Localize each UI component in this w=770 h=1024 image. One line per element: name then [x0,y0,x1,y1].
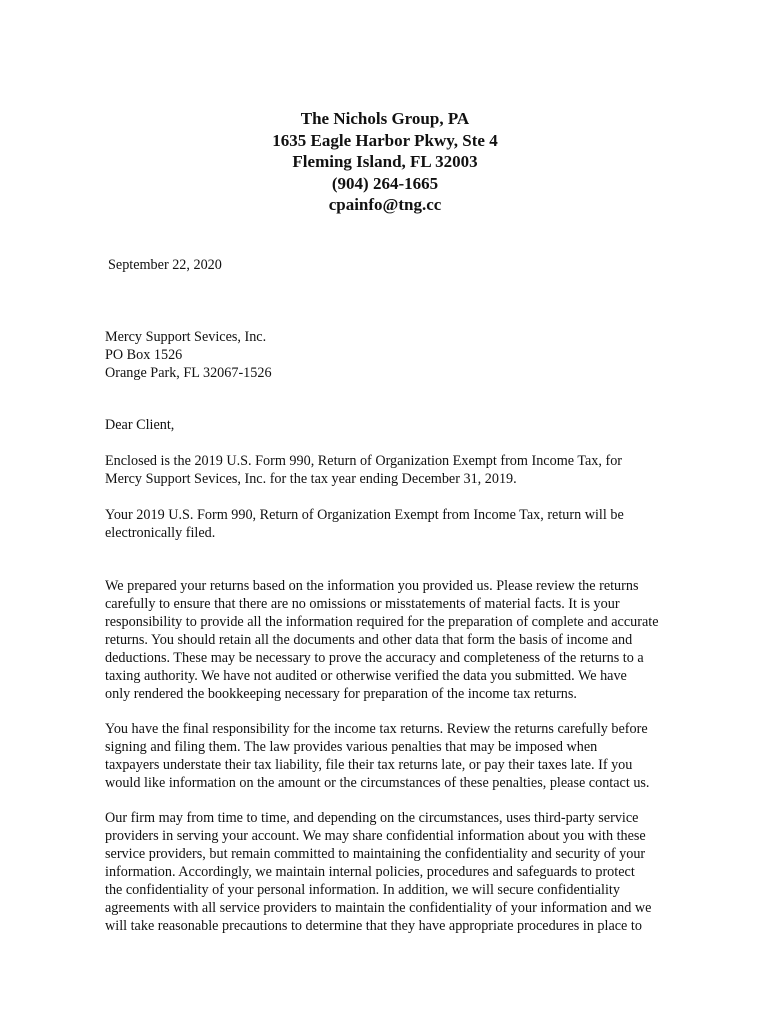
paragraph-third-party [105,809,705,935]
paragraph-line: responsibility to provide all the information required for the preparation of complete and accurate [105,614,659,630]
paragraph-line: only rendered the bookkeeping necessary for preparation of the income tax returns. [105,686,577,702]
company-name: The Nichols Group, PA [300,109,470,128]
paragraph-line: service providers, but remain committed to maintaining the confidentiality and security of your [105,846,646,862]
paragraph-line: taxing authority. We have not audited or otherwise verified the data you submitted. We have [105,668,627,684]
company-phone: (904) 264-1665 [331,173,439,193]
recipient-address [105,328,705,382]
paragraph-efile [105,506,705,542]
paragraph-line: Your 2019 U.S. Form 990, Return of Organization Exempt from Income Tax, return will be [105,507,624,523]
paragraph-line: carefully to ensure that there are no omissions or misstatements of material facts. It is your [105,596,620,612]
paragraph-line: would like information on the amount or the circumstances of these penalties, please contact us. [105,775,650,791]
paragraph-line: will take reasonable precautions to determine that they have appropriate procedures in place to [105,918,642,934]
letterhead [0,108,770,216]
recipient-address-line1: PO Box 1526 [105,347,183,363]
paragraph-line: returns. You should retain all the documents and other data that form the basis of income and [105,632,633,648]
paragraph-line: Enclosed is the 2019 U.S. Form 990, Return of Organization Exempt from Income Tax, for [105,453,623,469]
paragraph-responsibility [105,720,705,792]
paragraph-line: signing and filing them. The law provides various penalties that may be imposed when [105,739,598,755]
paragraph-line: deductions. These may be necessary to prove the accuracy and completeness of the returns to a [105,650,644,666]
paragraph-line: taxpayers understate their tax liability, file their tax returns late, or pay their taxes late. If you [105,757,633,773]
paragraph-line: We prepared your returns based on the information you provided us. Please review the returns [105,578,639,594]
recipient-name: Mercy Support Sevices, Inc. [105,329,267,345]
paragraph-line: information. Accordingly, we maintain internal policies, procedures and safeguards to protect [105,864,635,880]
paragraph-line: agreements with all service providers to maintain the confidentiality of your information and we [105,900,652,916]
company-street: 1635 Eagle Harbor Pkwy, Ste 4 [272,130,498,150]
paragraph-preparation [105,577,705,703]
letter-date: September 22, 2020 [108,257,222,273]
paragraph-line: Our firm may from time to time, and depending on the circumstances, uses third-party service [105,810,639,826]
paragraph-line: the confidentiality of your personal information. In addition, we will secure confidentiality [105,882,620,898]
company-email: cpainfo@tng.cc [328,195,442,214]
paragraph-line: providers in serving your account. We may share confidential information about you with these [105,828,646,844]
recipient-address-line2: Orange Park, FL 32067-1526 [105,365,272,381]
paragraph-line: You have the final responsibility for the income tax returns. Review the returns carefully before [105,721,648,737]
paragraph-line: electronically filed. [105,525,216,541]
salutation: Dear Client, [105,417,175,433]
paragraph-enclosure [105,452,705,488]
paragraph-line: Mercy Support Sevices, Inc. for the tax year ending December 31, 2019. [105,471,517,487]
company-city: Fleming Island, FL 32003 [292,152,478,171]
